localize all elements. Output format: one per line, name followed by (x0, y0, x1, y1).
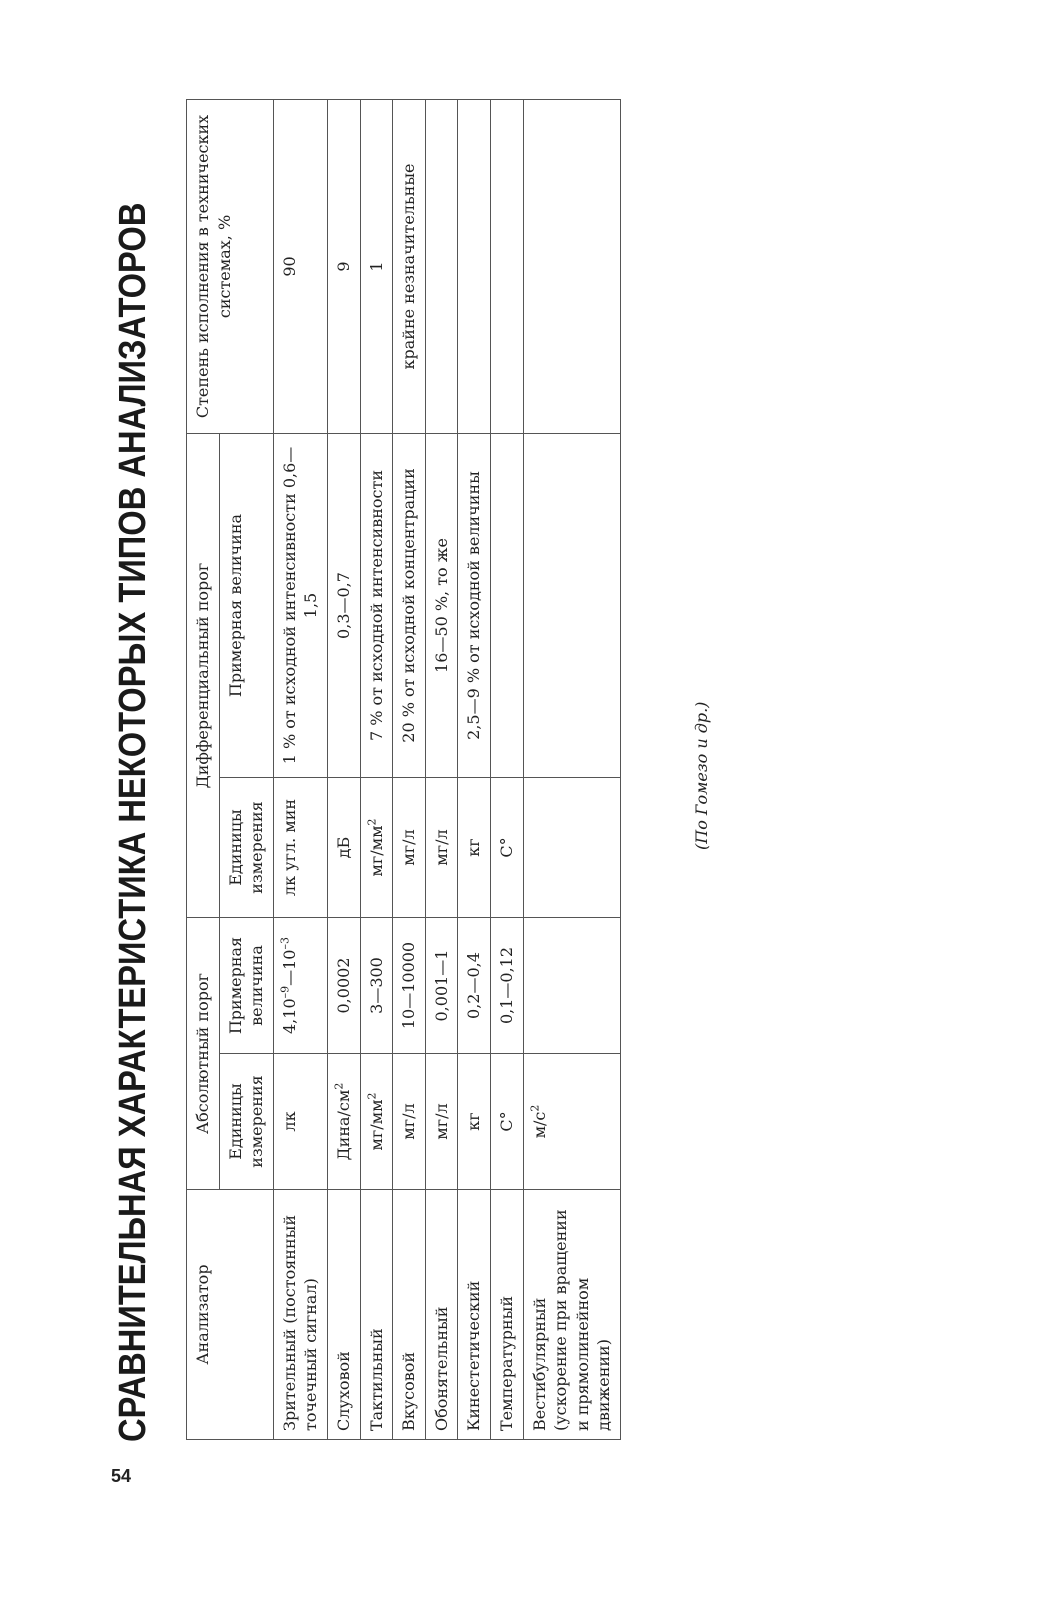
table-row (360, 99, 393, 1439)
cell-diff-value: 2,5—9 % от исходной величины (458, 433, 491, 777)
cell-degree: 9 (327, 99, 360, 433)
header-degree: Степень исполнения в технических системах, % (187, 99, 274, 433)
header-diff-value: Примерная величина (219, 433, 273, 777)
cell-abs-value: 3—300 (360, 918, 393, 1054)
cell-abs-units: мг/л (393, 1054, 426, 1190)
cell-abs-value: 10—10000 (393, 918, 426, 1054)
page-title: СРАВНИТЕЛЬНАЯ ХАРАКТЕРИСТИКА НЕКОТОРЫХ ТИПОВ АНАЛИЗАТОРОВ (112, 202, 154, 1442)
header-diff-units: Единицы измерения (219, 778, 273, 918)
abs-units-sup: 2 (332, 1082, 346, 1090)
cell-diff-units: лк угл. мин (273, 778, 327, 918)
cell-abs-value: 0,001—1 (425, 918, 458, 1054)
cell-diff-value: 7 % от исходной интенсивности (360, 433, 393, 777)
table-row (273, 99, 327, 1439)
cell-abs-units: лк (273, 1054, 327, 1190)
header-abs-value: Примерная величина (219, 918, 273, 1054)
page-number: 54 (111, 1466, 132, 1486)
table-row (327, 99, 360, 1439)
cell-diff-value: 0,3—0,7 (327, 433, 360, 777)
abs-units-base: мг/мм (366, 1099, 386, 1151)
cell-analyzer: Обонятельный (425, 1190, 458, 1440)
table-row (458, 99, 491, 1439)
abs-value-exp2: –3 (278, 937, 292, 950)
abs-units-base: м/с (529, 1111, 549, 1139)
header-absolute-threshold: Абсолютный порог (187, 918, 220, 1190)
cell-abs-value: 0,1—0,12 (490, 918, 523, 1054)
cell-abs-units (360, 1054, 393, 1190)
cell-abs-units (327, 1054, 360, 1190)
header-differential-threshold: Дифференциальный порог (187, 433, 220, 917)
cell-diff-value: 16—50 %, то же (425, 433, 458, 777)
cell-analyzer: Тактильный (360, 1190, 393, 1440)
cell-diff-units: С° (490, 778, 523, 918)
cell-analyzer: Вкусовой (393, 1190, 426, 1440)
source-caption: (По Гомезо и др.) (692, 701, 711, 850)
cell-analyzer: Зрительный (постоянный точечный сигнал) (273, 1190, 327, 1440)
cell-degree (458, 99, 491, 433)
cell-degree (490, 99, 523, 433)
header-row-1 (187, 99, 220, 1439)
cell-diff-units: кг (458, 778, 491, 918)
header-analyzer: Анализатор (187, 1190, 274, 1440)
diff-units-sup: 2 (365, 818, 379, 826)
analyzers-table (186, 99, 621, 1440)
rotated-page-content (100, 114, 860, 1490)
cell-diff-units: мг/л (393, 778, 426, 918)
table-row (490, 99, 523, 1439)
header-abs-units: Единицы измерения (219, 1054, 273, 1190)
cell-abs-units: кг (458, 1054, 491, 1190)
cell-diff-units (523, 778, 620, 918)
cell-abs-units: С° (490, 1054, 523, 1190)
cell-abs-units: мг/л (425, 1054, 458, 1190)
cell-abs-value: 0,0002 (327, 918, 360, 1054)
cell-diff-units: дБ (327, 778, 360, 918)
cell-analyzer: Температурный (490, 1190, 523, 1440)
cell-analyzer: Кинестетический (458, 1190, 491, 1440)
abs-units-base: Дина/см (333, 1089, 353, 1161)
abs-units-sup: 2 (528, 1104, 542, 1112)
cell-diff-value (523, 433, 620, 777)
cell-diff-value: 20 % от исходной концентрации (393, 433, 426, 777)
cell-abs-units (523, 1054, 620, 1190)
cell-degree: 90 (273, 99, 327, 433)
cell-degree: 1 (360, 99, 393, 433)
cell-diff-units (360, 778, 393, 918)
cell-abs-value: 0,2—0,4 (458, 918, 491, 1054)
abs-units-sup: 2 (365, 1092, 379, 1100)
abs-value-exp1: –9 (278, 985, 292, 999)
cell-diff-value (490, 433, 523, 777)
cell-degree: крайне незначительные (393, 99, 426, 433)
cell-degree (523, 99, 620, 433)
cell-analyzer: Вестибулярный (ускорение при вращении и прямолинейном движении) (523, 1190, 620, 1440)
cell-degree (425, 99, 458, 433)
cell-analyzer: Слуховой (327, 1190, 360, 1440)
cell-diff-value: 1 % от исходной интенсивности 0,6—1,5 (273, 433, 327, 777)
cell-abs-value (273, 918, 327, 1054)
diff-units-base: мг/мм (366, 825, 386, 877)
abs-value-sep: —10 (279, 949, 299, 986)
abs-value-base: 4,10 (279, 998, 299, 1034)
cell-abs-value (523, 918, 620, 1054)
cell-diff-units: мг/л (425, 778, 458, 918)
table-row (393, 99, 426, 1439)
table-row (523, 99, 620, 1439)
table-row (425, 99, 458, 1439)
